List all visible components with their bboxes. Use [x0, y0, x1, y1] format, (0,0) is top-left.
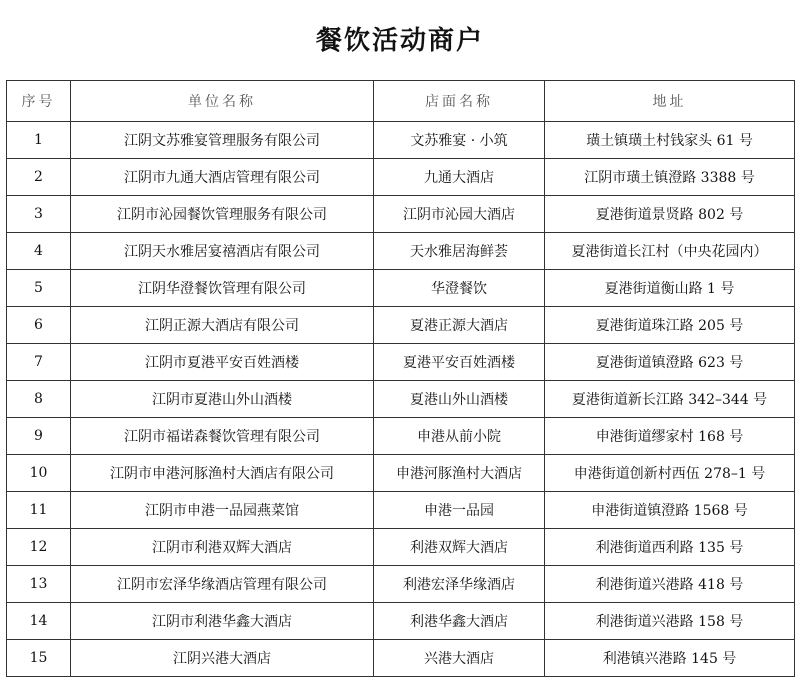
cell-unit-name: 江阴市申港一品园燕菜馆	[71, 492, 374, 529]
cell-seq: 5	[7, 270, 71, 307]
cell-unit-name: 江阴兴港大酒店	[71, 640, 374, 677]
cell-store-name: 华澄餐饮	[374, 270, 545, 307]
header-address: 地址	[545, 81, 795, 122]
table-row	[7, 455, 795, 492]
cell-unit-name: 江阴正源大酒店有限公司	[71, 307, 374, 344]
table-row	[7, 603, 795, 640]
table-row	[7, 159, 795, 196]
table-row	[7, 270, 795, 307]
table-row	[7, 307, 795, 344]
cell-store-name: 利港双辉大酒店	[374, 529, 545, 566]
table-body	[7, 122, 795, 677]
cell-address: 利港街道西利路 135 号	[545, 529, 795, 566]
cell-store-name: 九通大酒店	[374, 159, 545, 196]
table-row	[7, 529, 795, 566]
table-row	[7, 492, 795, 529]
table-row	[7, 640, 795, 677]
cell-address: 利港街道兴港路 158 号	[545, 603, 795, 640]
cell-address: 夏港街道珠江路 205 号	[545, 307, 795, 344]
cell-store-name: 兴港大酒店	[374, 640, 545, 677]
cell-seq: 14	[7, 603, 71, 640]
cell-unit-name: 江阴华澄餐饮管理有限公司	[71, 270, 374, 307]
cell-store-name: 申港河豚渔村大酒店	[374, 455, 545, 492]
header-store-name: 店面名称	[374, 81, 545, 122]
cell-seq: 6	[7, 307, 71, 344]
cell-unit-name: 江阴市沁园餐饮管理服务有限公司	[71, 196, 374, 233]
cell-store-name: 夏港正源大酒店	[374, 307, 545, 344]
cell-address: 申港街道镇澄路 1568 号	[545, 492, 795, 529]
cell-address: 夏港街道镇澄路 623 号	[545, 344, 795, 381]
table-row	[7, 344, 795, 381]
cell-seq: 4	[7, 233, 71, 270]
table-row	[7, 566, 795, 603]
cell-unit-name: 江阴市九通大酒店管理有限公司	[71, 159, 374, 196]
cell-seq: 3	[7, 196, 71, 233]
cell-address: 利港街道兴港路 418 号	[545, 566, 795, 603]
cell-address: 夏港街道新长江路 342–344 号	[545, 381, 795, 418]
cell-seq: 12	[7, 529, 71, 566]
cell-store-name: 天水雅居海鲜荟	[374, 233, 545, 270]
table-row	[7, 196, 795, 233]
cell-unit-name: 江阴市申港河豚渔村大酒店有限公司	[71, 455, 374, 492]
cell-seq: 2	[7, 159, 71, 196]
cell-address: 璜土镇璜土村钱家头 61 号	[545, 122, 795, 159]
cell-unit-name: 江阴天水雅居宴禧酒店有限公司	[71, 233, 374, 270]
cell-seq: 9	[7, 418, 71, 455]
cell-address: 夏港街道景贤路 802 号	[545, 196, 795, 233]
cell-store-name: 文苏雅宴 · 小筑	[374, 122, 545, 159]
cell-seq: 11	[7, 492, 71, 529]
cell-seq: 13	[7, 566, 71, 603]
cell-seq: 1	[7, 122, 71, 159]
table-row	[7, 381, 795, 418]
cell-unit-name: 江阴市利港双辉大酒店	[71, 529, 374, 566]
cell-unit-name: 江阴市福诺森餐饮管理有限公司	[71, 418, 374, 455]
cell-unit-name: 江阴市夏港山外山酒楼	[71, 381, 374, 418]
table-row	[7, 418, 795, 455]
cell-seq: 8	[7, 381, 71, 418]
table-row	[7, 122, 795, 159]
cell-store-name: 夏港山外山酒楼	[374, 381, 545, 418]
cell-seq: 15	[7, 640, 71, 677]
cell-seq: 10	[7, 455, 71, 492]
header-unit-name: 单位名称	[71, 81, 374, 122]
header-seq: 序号	[7, 81, 71, 122]
merchant-table	[6, 80, 795, 677]
cell-address: 夏港街道长江村（中央花园内）	[545, 233, 795, 270]
cell-unit-name: 江阴文苏雅宴管理服务有限公司	[71, 122, 374, 159]
cell-unit-name: 江阴市宏泽华缘酒店管理有限公司	[71, 566, 374, 603]
table-row	[7, 233, 795, 270]
table-header	[7, 81, 795, 122]
cell-seq: 7	[7, 344, 71, 381]
cell-unit-name: 江阴市夏港平安百姓酒楼	[71, 344, 374, 381]
cell-address: 夏港街道衡山路 1 号	[545, 270, 795, 307]
cell-store-name: 夏港平安百姓酒楼	[374, 344, 545, 381]
cell-unit-name: 江阴市利港华鑫大酒店	[71, 603, 374, 640]
cell-store-name: 申港从前小院	[374, 418, 545, 455]
cell-address: 利港镇兴港路 145 号	[545, 640, 795, 677]
cell-address: 申港街道创新村西伍 278–1 号	[545, 455, 795, 492]
page-title: 餐饮活动商户	[315, 26, 484, 56]
cell-address: 江阴市璜土镇澄路 3388 号	[545, 159, 795, 196]
cell-store-name: 利港华鑫大酒店	[374, 603, 545, 640]
cell-store-name: 江阴市沁园大酒店	[374, 196, 545, 233]
header-row	[7, 81, 795, 122]
cell-address: 申港街道缪家村 168 号	[545, 418, 795, 455]
cell-store-name: 申港一品园	[374, 492, 545, 529]
cell-store-name: 利港宏泽华缘酒店	[374, 566, 545, 603]
